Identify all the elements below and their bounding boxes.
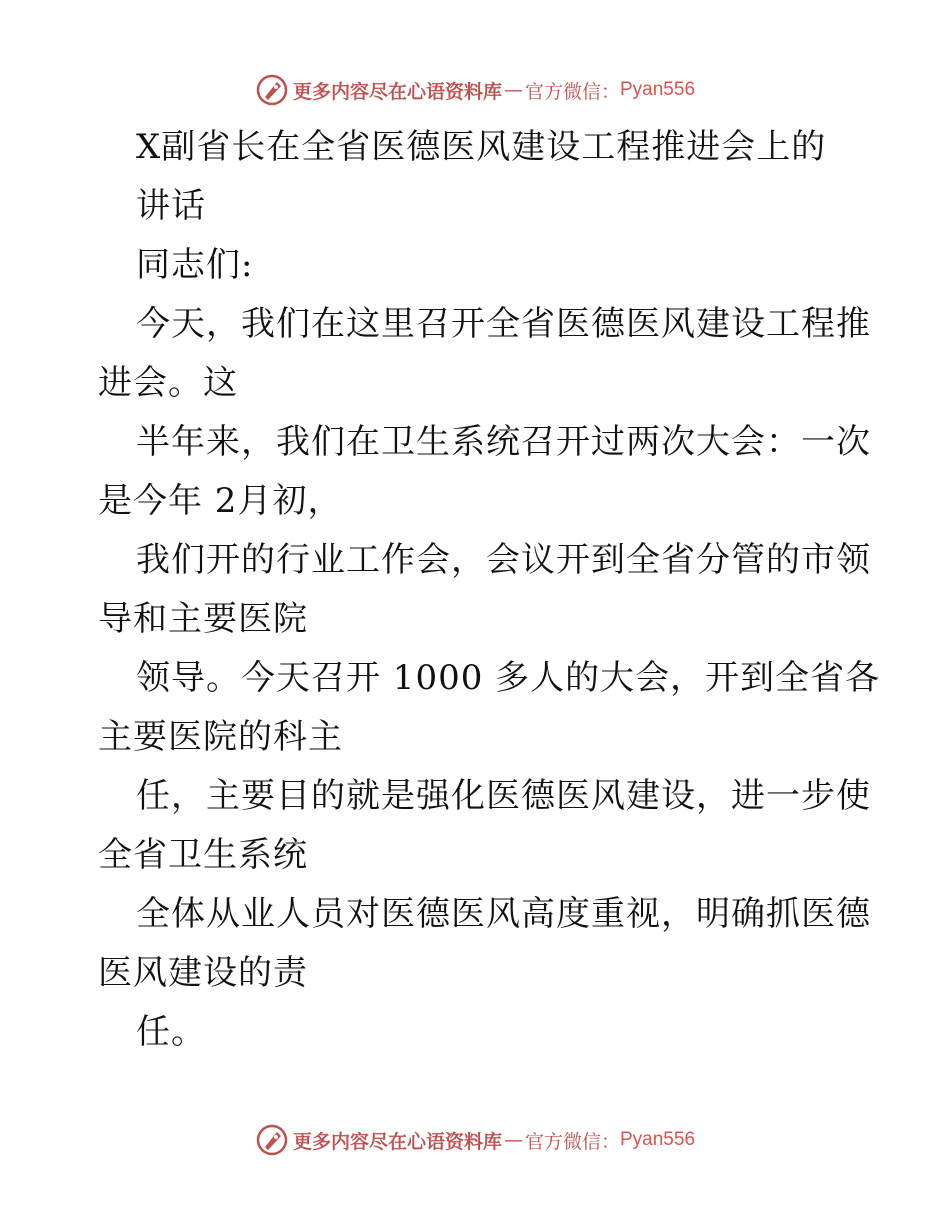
banner-wechat-id: Pyan556 [620,79,696,100]
body-line: 任，主要目的就是强化医德医风建设，进一步使 [136,776,871,816]
banner-official-label: 官方微信： [524,80,620,103]
body-line: 进会。这 [98,363,238,403]
body-line: 全体从业人员对医德医风高度重视，明确抓医德 [136,894,871,934]
body-line: 领导。今天召开 1000 多人的大会，开到全省各 [136,658,881,698]
pen-nib-icon [255,73,289,107]
banner-official-label: 官方微信： [524,1130,620,1153]
banner-dash: — [503,79,523,101]
body-line: 医风建设的责 [98,953,308,993]
body-line: 主要医院的科主 [98,717,343,757]
title-line-2: 讲话 [136,186,206,226]
body-line: 任。 [136,1012,206,1052]
body-line: 全省卫生系统 [98,835,308,875]
document-body [98,118,881,1062]
banner-wechat-id: Pyan556 [620,1129,696,1150]
body-line: 我们开的行业工作会，会议开到全省分管的市领 [136,540,871,580]
banner-text: 更多内容尽在心语资料库 [292,1130,502,1153]
body-line: 今天，我们在这里召开全省医德医风建设工程推 [136,304,871,344]
title-line-1: X副省长在全省医德医风建设工程推进会上的 [136,127,827,167]
body-line: 是今年 2月初， [98,481,343,521]
banner-dash: — [503,1129,523,1151]
pen-nib-icon [255,1123,289,1157]
salutation: 同志们: [136,245,254,285]
header-banner [0,70,950,110]
body-line: 半年来，我们在卫生系统召开过两次大会：一次 [136,422,871,462]
banner-text: 更多内容尽在心语资料库 [292,80,502,103]
body-line: 导和主要医院 [98,599,308,639]
footer-banner [0,1120,950,1160]
